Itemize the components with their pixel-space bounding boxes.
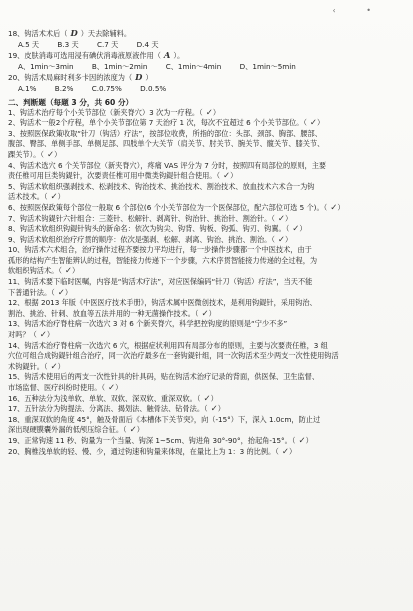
tf-line: [8, 319, 405, 330]
mc-question-19: [8, 50, 405, 62]
closing-paren: ）: [217, 404, 225, 414]
mc-question-tail: ）。: [173, 51, 185, 61]
tf-line: [8, 436, 405, 447]
mc-question-text: 20、钩活术局麻时利多卡因的浓度为（: [8, 73, 133, 83]
tf-line: [8, 341, 405, 352]
tf-line: [8, 118, 405, 129]
handwritten-check-icon: ✓: [309, 118, 318, 129]
closing-paren: ）: [208, 308, 216, 318]
mc-question-tail: ）: [145, 73, 153, 83]
closing-paren: ）: [72, 266, 80, 276]
closing-paren: ）: [64, 287, 73, 297]
tf-line: [8, 394, 405, 405]
tf-line: [8, 108, 405, 119]
tf-text: 10、钩活术六术组合，治疗操作过程齐要按力平均进行，每一步操作步骤都一个中医技术，由于: [8, 245, 312, 255]
tf-line: [8, 245, 405, 256]
closing-paren: ）: [57, 192, 65, 202]
tf-line: [8, 161, 405, 172]
mc-question-text: 18、钩活术术后（: [8, 29, 68, 38]
handwritten-check-icon: ✓: [64, 266, 73, 277]
tf-text: 12、根据 2013 年版《中医医疗技术手册》，钩活术属中医微创技术，是利用钩鍉针，采用钩治、: [8, 298, 317, 308]
option-b: B.3 天: [57, 39, 79, 49]
handwritten-check-icon: ✓: [330, 202, 338, 213]
handwritten-check-icon: ✓: [108, 383, 116, 393]
tf-line: [8, 150, 405, 161]
tf-text: 2、钩活术一般2个疗程，单个小关节部位第 7 天治疗 1 次，每次不宜超过 6 个小关节部位。（: [8, 118, 307, 128]
tf-text: 20、胸椎浅单软的轻、慢、少，通过钩速和钩量来体现，在量比上为 1：3 的比例。（: [8, 446, 279, 456]
tf-text: 8、钩活术软组织钩鍉针钩头的新命名：依次为钩尖、钩背、钩板、钩弧、钩刃、钩翼。（: [8, 224, 290, 234]
tf-text: 9、钩活术软组织治疗疗贯的顺序：依次是强剥、松解、剥离、钩治、挑治、割治。（: [8, 234, 275, 244]
tf-line: [8, 404, 405, 415]
handwritten-check-icon: ✓: [281, 446, 289, 457]
tf-text: 1、钩活术治疗每个小关节部位（新夹脊穴）3 次为一疗程。（: [8, 107, 203, 117]
tf-text: 4、钩活术选穴 6 个关节部位（新夹脊穴），疼痛 VAS 评分为 7 分时，按照四有局部位的原则，主要: [8, 160, 327, 170]
option-b: B、1min～2min: [91, 61, 148, 71]
closing-paren: ）: [317, 118, 325, 128]
mc-options-18: [8, 40, 405, 51]
tf-text: 深出现硬膜囊外漏的低颅压综合征。（: [8, 425, 127, 435]
tf-line: [8, 362, 405, 373]
scan-marks: ‹ •: [332, 6, 385, 15]
tf-text: 5、钩活术软组织强剥技术、松剥技术、钩治技术、挑治技术、割治技术、放血技术六术合一为钩: [8, 181, 315, 191]
tf-text: 7、钩活术钩鍉针六针组合：三菱针、松解针、剥离针、钩治针、挑治针、割治针。（: [8, 213, 275, 223]
handwritten-check-icon: ✓: [50, 192, 58, 203]
closing-paren: ）: [230, 171, 238, 181]
tf-text: 责任椎可用巨类钩鍉针，次要责任椎可用中微类钩鍉针组合使用。（: [8, 171, 221, 181]
tf-text: 穴位可组合成钩鍉针组合治疗，同一次治疗最多在一套钩鍉针组，同一次钩活术至少两支一次性使用钩活: [8, 351, 339, 361]
tf-text: 术钩鍉针。（: [8, 361, 48, 371]
handwritten-check-icon: ✓: [277, 213, 286, 224]
tf-line: [8, 171, 405, 182]
handwritten-check-icon: ✓: [205, 107, 213, 118]
tf-line: [8, 298, 405, 309]
tf-text: 活术技术。（: [8, 192, 48, 202]
handwritten-check-icon: ✓: [277, 234, 286, 245]
tf-text: 腹部、臀部、单侧手部、单侧足部、四肢单个大关节（肩关节、肘关节、腕关节、髋关节、膝关节、: [8, 139, 325, 149]
handwritten-check-icon: ✓: [223, 171, 231, 182]
mc-question-18: [8, 28, 405, 40]
tf-text: 6、按照医保政策每个部位一般取 6 个部位(6 个小关节部位为一个医保部位，配六部位可选 5 个)。（: [8, 202, 328, 212]
closing-paren: ）: [305, 435, 313, 445]
tf-line: [8, 256, 405, 267]
option-c: C、1min～4min: [165, 61, 222, 71]
tf-text: 19、正常钩速 11 秒、钩量为一个当量、钩深 1~5cm、钩进角 30°-90°，抬起角-15°。（: [8, 435, 296, 445]
mc-question-text: 19、皮肤消毒可选用浸有碘伏消毒液原液作用（: [8, 51, 161, 61]
tf-text: 18、重深双软的角度 45°，触及骨面后《本槽体下关节突》，向（-15°）下，深入 1.0cm，防止过: [8, 414, 321, 424]
tf-line: [8, 415, 405, 426]
option-c: C.7 天: [96, 39, 119, 49]
handwritten-check-icon: ✓: [203, 393, 211, 404]
tf-text: 踝关节）。（: [8, 149, 44, 159]
tf-line: [8, 351, 405, 362]
tf-text: 11、钩活术要下临时医嘱，内容是“钩活术疗法”，对应医保编码“针刀（钩活）疗法”，当天不能: [8, 277, 313, 287]
tf-line: [8, 309, 405, 320]
tf-text: 3、按照医保政策收取“针刀（钩活）疗法”，按部位收费，所指的部位：头部、颈部、胸部、腰部、: [8, 128, 322, 138]
section-heading: 二、判断题（每题 3 分，共 60 分）: [8, 97, 134, 107]
tf-text: 14、钩活术治疗脊柱病一次选穴 6 穴，根据症状利用四有局部分布的原则，主要与次要责任椎，3 组: [8, 340, 328, 350]
tf-line: [8, 425, 405, 436]
handwritten-answer: D: [70, 28, 78, 38]
option-a: A、1min～3min: [18, 61, 74, 71]
closing-paren: ）: [299, 224, 307, 234]
option-a: A.5 天: [18, 39, 40, 49]
tf-line: [8, 447, 405, 458]
option-b: B.2%: [54, 83, 74, 93]
tf-text: 孤形的结构产生智能辨认的过程，智能接力传递下一个步骤，六术序贯智能接力传递的全过程，为: [8, 255, 318, 265]
tf-text: 下普通针法。（: [8, 287, 55, 297]
handwritten-check-icon: ✓: [46, 149, 55, 160]
handwritten-check-icon: ✓: [210, 404, 218, 415]
tf-line: [8, 224, 405, 235]
tf-line: [8, 129, 405, 140]
closing-paren: ）: [210, 393, 218, 403]
tf-text: 15、钩活术使用后的两支一次性针具的针具码，贴在钩活术治疗记录的背面，供医保、卫生监督、: [8, 372, 320, 382]
option-d: D、1min～5min: [239, 61, 296, 71]
option-a: A.1%: [18, 83, 37, 93]
tf-line: [8, 214, 405, 225]
handwritten-answer: A: [163, 50, 171, 61]
closing-paren: ）: [285, 213, 293, 223]
tf-line: [8, 330, 405, 341]
handwritten-check-icon: ✓: [298, 435, 306, 446]
tf-text: 16、五种法分为浅单软、单软、双软、深双软、重深双软。（: [8, 393, 201, 403]
tf-line: [8, 235, 405, 246]
tf-line: [8, 139, 405, 150]
mc-question-tail: ）天去除辅料。: [80, 29, 132, 38]
handwritten-check-icon: ✓: [201, 308, 209, 319]
handwritten-check-icon: ✓: [57, 287, 65, 298]
tf-line: [8, 372, 405, 383]
tf-text: 对吗？（: [8, 330, 37, 340]
tf-line: [8, 192, 405, 203]
mc-question-20: [8, 72, 405, 84]
closing-paren: ）: [46, 330, 55, 340]
handwritten-check-icon: ✓: [129, 425, 137, 436]
tf-text: 13、钩活术治疗脊柱病一次选穴 3 对 6 个新夹脊穴，科学把控钩度的原则是“宁少不多”: [8, 319, 288, 329]
mc-options-19: [8, 62, 405, 73]
tf-line: [8, 288, 405, 299]
option-c: C.0.75%: [91, 83, 122, 93]
closing-paren: ）: [337, 202, 345, 212]
tf-line: [8, 182, 405, 193]
tf-line: [8, 383, 405, 394]
closing-paren: ）: [54, 149, 62, 159]
closing-paren: ）: [136, 425, 144, 435]
tf-text: 软组织钩活术。（: [8, 266, 62, 276]
tf-text: 市场监督、医疗纠纷时使用。（: [8, 383, 106, 392]
handwritten-check-icon: ✓: [292, 224, 300, 235]
tf-line: [8, 266, 405, 277]
closing-paren: ）: [115, 383, 123, 392]
option-d: D.0.5%: [140, 83, 167, 93]
handwritten-answer: D: [135, 72, 143, 83]
tf-line: [8, 277, 405, 288]
handwritten-check-icon: ✓: [39, 330, 47, 341]
handwritten-check-icon: ✓: [50, 361, 58, 372]
tf-text: 割治、挑治、针刺、放血等五法并用的一种无菌操作技术。（: [8, 308, 199, 318]
tf-line: [8, 203, 405, 214]
option-d: D.4 天: [136, 39, 159, 49]
true-false-list: [8, 108, 405, 458]
closing-paren: ）: [288, 446, 297, 456]
tf-text: 17、五针法分为钩提法、分离法、揭划法、触骨法、钻骨法。（: [8, 404, 208, 414]
mc-options-20: [8, 84, 405, 95]
closing-paren: ）: [57, 361, 65, 371]
closing-paren: ）: [285, 234, 293, 244]
closing-paren: ）: [212, 107, 221, 117]
